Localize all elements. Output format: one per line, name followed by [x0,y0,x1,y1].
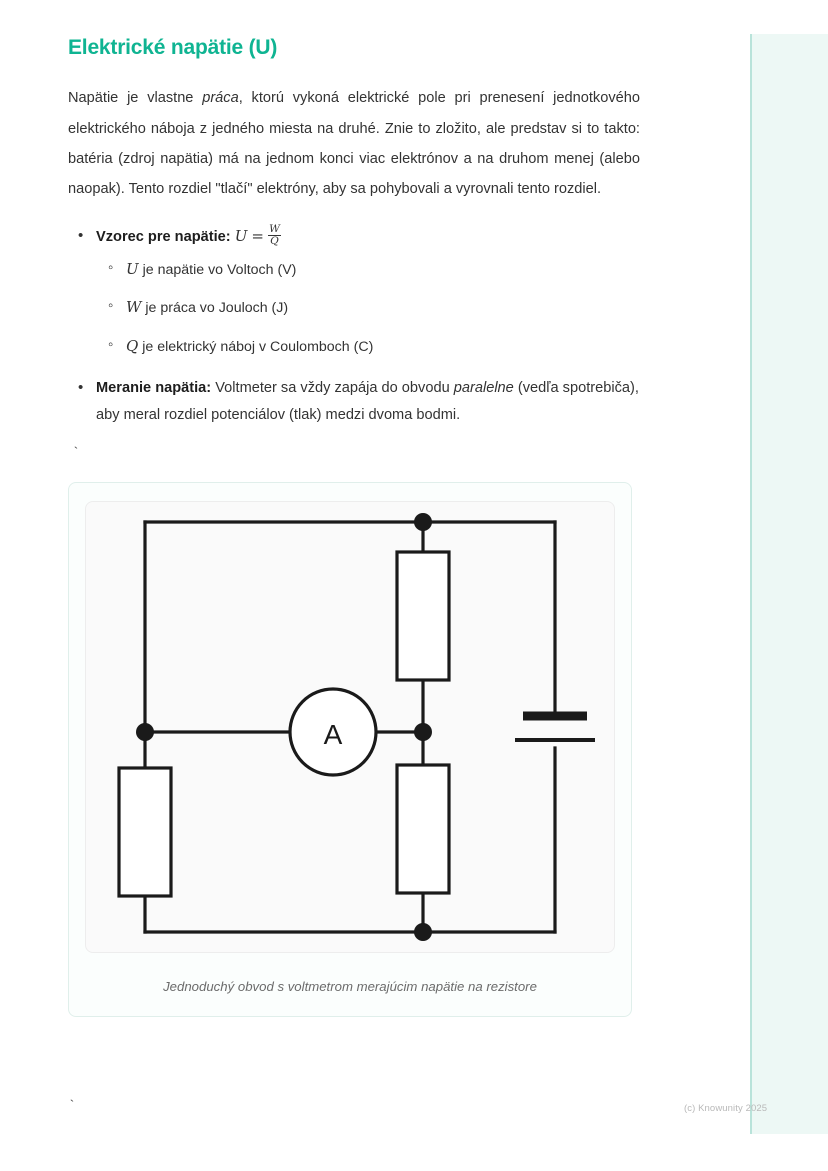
symbol-u-description: je napätie vo Voltoch (V) [142,261,297,278]
list-item [96,295,640,320]
junction-dot-middle [414,723,432,741]
symbol-w-description: je práca vo Jouloch (J) [145,300,289,317]
junction-dot-bottom [414,923,432,941]
junction-dot-top [414,513,432,531]
sub-list [96,257,640,359]
formula-fraction [268,224,281,248]
intro-paragraph [68,83,640,204]
bullet-list [68,223,640,429]
intro-emphasis: práca [202,90,239,107]
list-item [96,257,640,282]
circuit-diagram [85,501,615,953]
figure-container [68,482,632,1017]
symbol-u: U [126,259,139,278]
formula-equals: = [251,226,264,245]
list-item [68,223,640,359]
formula-denominator: Q [270,235,279,248]
measurement-text-b: (vedľa spotrebiča), aby meral rozdiel potenciálov (tlak) medzi dvoma bodmi. [96,379,639,423]
list-item [96,334,640,359]
stray-backtick-bottom: ` [68,1098,76,1113]
bullet-label-measurement: Meranie napätia: [96,379,212,396]
right-decorative-strip [750,34,828,1134]
junction-dot-left [136,723,154,741]
list-item [68,375,640,429]
symbol-q-description: je elektrický náboj v Coulomboch (C) [142,339,374,356]
formula-lhs: U [234,226,248,245]
resistor-left [119,768,171,896]
intro-part-2: , ktorú vykoná elektrické pole pri prenesení jednotkového elektrického náboja z jedného miesta na druhé. Znie to zložito, ale predstav si to takto: batéria (zdroj napätia) má na jednom konci viac elektrónov a na druhom menej (alebo naopak). Tento rozdiel "tlačí" elektróny, aby sa pohybovali a vyrovnali tento rozdiel. [68,90,640,198]
bullet-label-formula: Vzorec pre napätie: [96,228,231,245]
resistor-bottom [397,765,449,893]
formula-numerator: W [269,222,280,235]
copyright-notice: (c) Knowunity 2025 [684,1103,768,1114]
page-title: Elektrické napätie (U) [68,36,278,59]
symbol-q: Q [126,337,139,356]
stray-backtick-top: ` [72,444,80,460]
symbol-w: W [126,298,142,317]
measurement-text-a: Voltmeter sa vždy zapája do obvodu [215,379,454,396]
figure-caption: Jednoduchý obvod s voltmetrom merajúcim napätie na rezistore [163,978,537,994]
document-content [68,34,640,1017]
resistor-top [397,552,449,680]
intro-part-1: Napätie je vlastne [68,90,203,107]
measurement-emphasis: paralelne [453,379,514,396]
circuit-svg [105,512,595,942]
meter-label: A [323,718,343,750]
battery-symbol [515,716,595,740]
